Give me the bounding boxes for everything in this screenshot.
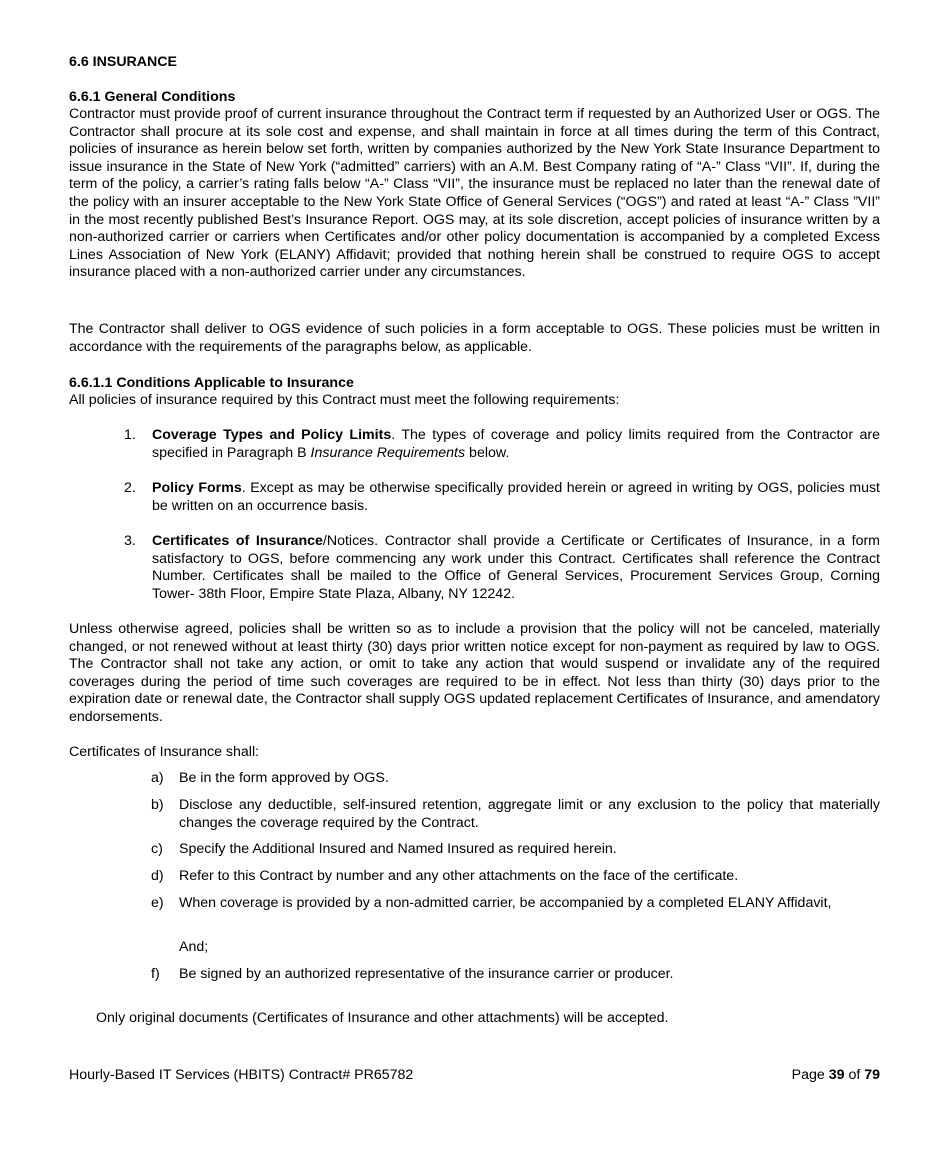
lettered-item: e) When coverage is provided by a non-admitted carrier, be accompanied by a completed ELANY Affidavit, <box>151 895 832 911</box>
paragraph-originals: Only original documents (Certificates of Insurance and other attachments) will be accepted. <box>96 1010 669 1026</box>
page-number: Page 39 of 79 <box>791 1067 880 1083</box>
numbered-item: 1. Coverage Types and Policy Limits. The types of coverage and policy limits required from the Contractor are specified in Paragraph B Insurance Requirements below. <box>124 427 880 461</box>
and-connector: And; <box>179 939 209 955</box>
lettered-item: a) Be in the form approved by OGS. <box>151 770 389 786</box>
lettered-item: d) Refer to this Contract by number and any other attachments on the face of the certificate. <box>151 868 739 884</box>
subsubsection-title: 6.6.1.1 Conditions Applicable to Insurance <box>69 375 354 391</box>
section-title: 6.6 INSURANCE <box>69 54 178 70</box>
footer-contract: Hourly-Based IT Services (HBITS) Contract# PR65782 <box>69 1067 414 1083</box>
paragraph-evidence: The Contractor shall deliver to OGS evidence of such policies in a form acceptable to OGS. These policies must be written in accordance with the requirements of the paragraphs below, as applicable. <box>69 321 880 355</box>
lettered-item: f) Be signed by an authorized representative of the insurance carrier or producer. <box>151 966 674 982</box>
numbered-item: 2. Policy Forms. Except as may be otherwise specifically provided herein or agreed in writing by OGS, policies must be written on an occurrence basis. <box>124 480 880 514</box>
lettered-item: c) Specify the Additional Insured and Named Insured as required herein. <box>151 841 617 857</box>
page-footer <box>69 1067 880 1085</box>
paragraph-general-conditions: Contractor must provide proof of current insurance throughout the Contract term if requested by an Authorized User or OGS. The Contractor shall procure at its sole cost and expense, and shall maintain in force at all times during the term of this Contract, policies of insurance as herein below set forth, written by companies authorized by the New York State Insurance Department to issue insurance in the State of New York (“admitted” carriers) with an A.M. Best Company rating of “A-” Class “VII”. If, during the term of the policy, a carrier’s rating falls below “A-” Class “VII”, the insurance must be replaced no later than the renewal date of the policy with an insurer acceptable to the New York State Office of General Services (“OGS”) and rated at least “A-” Class ”VII” in the most recently published Best’s Insurance Report. OGS may, at its sole discretion, accept policies of insurance written by a non-authorized carrier or carriers when Certificates and/or other policy documentation is accompanied by a completed Excess Lines Association of New York (ELANY) Affidavit; provided that nothing herein shall be construed to require OGS to accept insurance placed with a non-authorized carrier under any circumstances. <box>69 106 880 281</box>
paragraph-certificates-shall: Certificates of Insurance shall: <box>69 744 260 760</box>
paragraph-requirements-intro: All policies of insurance required by this Contract must meet the following requirements: <box>69 392 620 408</box>
paragraph-notice: Unless otherwise agreed, policies shall be written so as to include a provision that the policy will not be canceled, materially changed, or not renewed without at least thirty (30) days prior written notice except for non-payment as required by law to OGS. The Contractor shall not take any action, or omit to take any action that would suspend or invalidate any of the required coverages during the period of time such coverages are required to be in effect. Not less than thirty (30) days prior to the expiration date or renewal date, the Contractor shall supply OGS updated replacement Certificates of Insurance, and amendatory endorsements. <box>69 621 880 725</box>
subsection-title: 6.6.1 General Conditions <box>69 89 236 105</box>
numbered-item: 3. Certificates of Insurance/Notices. Contractor shall provide a Certificate or Certificates of Insurance, in a form satisfactory to OGS, before commencing any work under this Contract. Certificates shall reference the Contract Number. Certificates shall be mailed to the Office of General Services, Procurement Services Group, Corning Tower- 38th Floor, Empire State Plaza, Albany, NY 12242. <box>124 533 881 602</box>
lettered-item: b) Disclose any deductible, self-insured retention, aggregate limit or any exclusion to the policy that materially changes the coverage required by the Contract. <box>151 797 880 831</box>
